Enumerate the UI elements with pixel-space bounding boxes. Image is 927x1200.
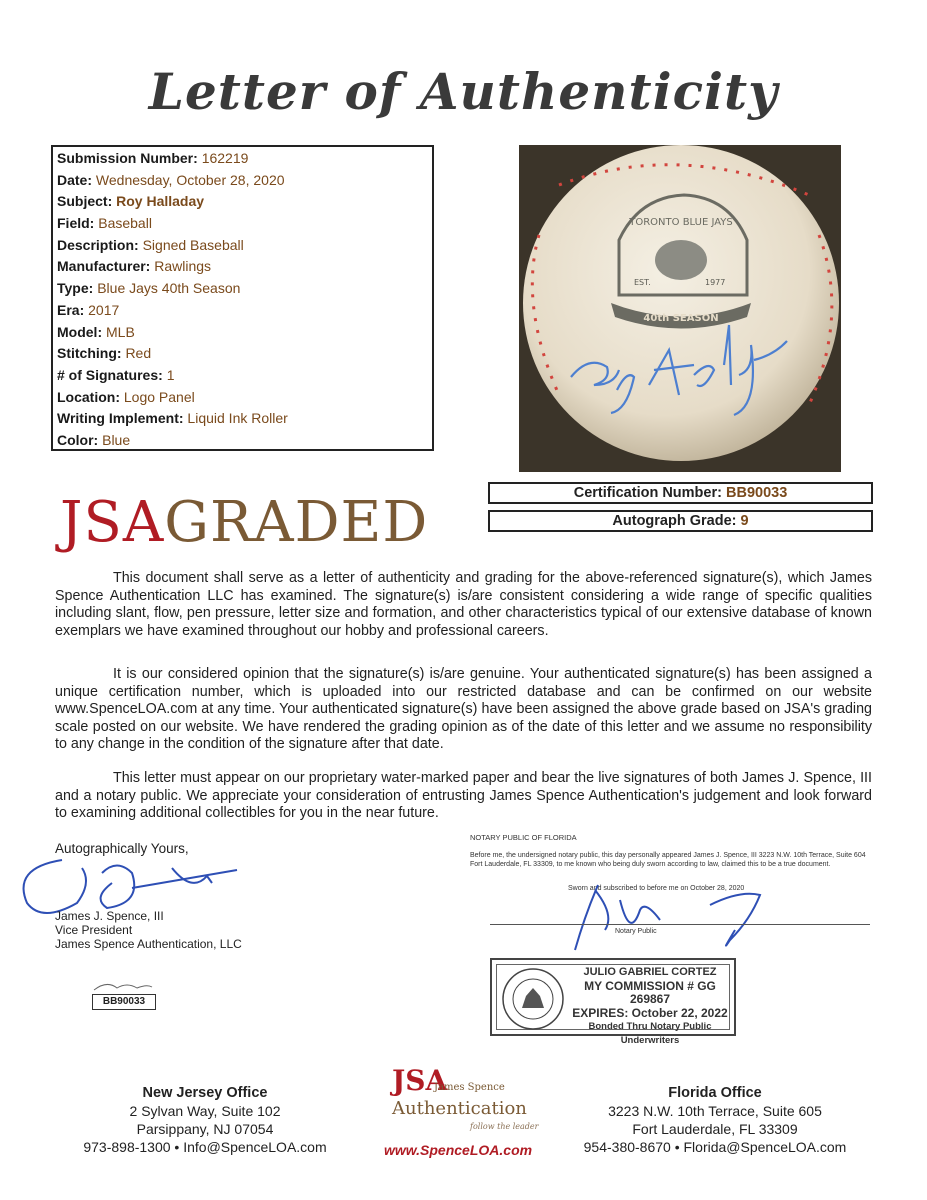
closing-text: Autographically Yours, — [55, 841, 189, 856]
notary-signature — [560, 870, 800, 960]
nj-office-line1: 2 Sylvan Way, Suite 102 — [129, 1103, 281, 1119]
signer-name: James J. Spence, III — [55, 909, 164, 923]
baseball-photo — [519, 145, 841, 472]
certification-number-label: Certification Number: — [573, 485, 722, 501]
detail-row — [57, 300, 428, 322]
paragraph-2: It is our considered opinion that the signature(s) is/are genuine. Your authenticated signature(s) has been assigned a unique certification number, which is uploaded into our restricted database and can be confirmed on our website www.SpenceLOA.com at any time. Your authenticated signature(s) have been assigned the above grade based on JSA's grading scale posted on our website. We have rendered the grading opinion as of the date of this letter and we assume no responsibility to any change in the condition of the signature after that date. — [55, 666, 872, 753]
detail-value: 162219 — [201, 150, 249, 166]
notary-heading: NOTARY PUBLIC OF FLORIDA — [470, 833, 577, 842]
details-box — [51, 145, 434, 451]
paragraph-3: This letter must appear on our proprietary water-marked paper and bear the live signatures of both James J. Spence, III and a notary public. We appreciate your consideration of entrusting James Spence Authentication's judgement and look forward to examining additional collectibles for you in the near future. — [55, 770, 872, 822]
detail-label: Writing Implement: — [57, 410, 184, 427]
notary-signature-line — [490, 924, 870, 925]
detail-value: Blue — [102, 431, 131, 448]
detail-value: 2017 — [88, 301, 120, 318]
detail-label: Model: — [57, 323, 103, 340]
paragraph-1: This document shall serve as a letter of authenticity and grading for the above-referenced signature(s), which James Spence Authentication LLC has examined. The signature(s) is/are consistent considering a wide range of specific qualities including slant, flow, pen pressure, letter size and formation, and other characteristics typical of our extensive database of known exemplars we have examined throughout our hobby and professional careers. — [55, 570, 872, 639]
detail-row — [57, 191, 428, 213]
svg-text:40th SEASON: 40th SEASON — [643, 313, 719, 324]
detail-row — [57, 387, 428, 409]
ball-surface — [523, 145, 839, 461]
nj-office — [60, 1084, 350, 1156]
footer-james-spence: James Spence — [434, 1082, 505, 1093]
detail-label: Location: — [57, 388, 120, 405]
notary-stamp — [490, 958, 736, 1046]
mini-certification-label: BB90033 — [92, 994, 156, 1010]
certification-number-box — [488, 482, 873, 504]
detail-value: Liquid Ink Roller — [187, 410, 288, 427]
detail-value: Signed Baseball — [142, 236, 244, 253]
detail-row — [57, 256, 428, 278]
detail-row — [57, 365, 428, 387]
page-title: Letter of Authenticity — [148, 62, 779, 121]
detail-value: Logo Panel — [123, 388, 195, 405]
nj-office-heading: New Jersey Office — [142, 1085, 268, 1101]
autograph-grade-value: 9 — [740, 513, 749, 529]
svg-text:TORONTO BLUE JAYS: TORONTO BLUE JAYS — [629, 217, 733, 228]
signer-title: Vice President — [55, 923, 133, 937]
notary-line-label: Notary Public — [615, 928, 657, 935]
svg-text:1977: 1977 — [705, 278, 726, 287]
detail-label: Description: — [57, 236, 139, 253]
baseball-image — [519, 145, 841, 472]
certification-number-value: BB90033 — [726, 485, 788, 501]
notary-body: Before me, the undersigned notary public, this day personally appeared James J. Spence, III 3223 N.W. 10th Terrace, Suite 604 Fort Lauderdale, FL 33309, to me known who being duly sworn according to law, claimed this to be a true document. — [470, 852, 866, 868]
jsa-logo-text: JSA — [60, 490, 165, 555]
notary-stamp-expires: EXPIRES: October 22, 2022 — [572, 1005, 728, 1020]
detail-label: Date: — [57, 171, 93, 188]
footer-jsa-logo — [376, 1064, 551, 1160]
detail-value: Rawlings — [154, 258, 212, 275]
fl-office-contact: 954-380-8670 • Florida@SpenceLOA.com — [583, 1139, 847, 1155]
detail-label: Manufacturer: — [57, 258, 151, 275]
fl-office-line1: 3223 N.W. 10th Terrace, Suite 605 — [608, 1103, 822, 1119]
detail-value: Roy Halladay — [116, 193, 205, 210]
fl-office-heading: Florida Office — [668, 1085, 762, 1101]
jsa-graded-logo — [60, 490, 428, 555]
detail-label: Era: — [57, 301, 85, 318]
detail-label: Subject: — [57, 193, 113, 210]
footer-website: www.SpenceLOA.com — [384, 1142, 533, 1158]
detail-label: # of Signatures: — [57, 366, 163, 383]
detail-row — [57, 430, 428, 452]
nj-office-contact: 973-898-1300 • Info@SpenceLOA.com — [83, 1139, 327, 1155]
notary-stamp-bonded: Bonded Thru Notary Public Underwriters — [588, 1021, 712, 1046]
detail-label: Field: — [57, 215, 95, 232]
detail-label: Stitching: — [57, 345, 122, 362]
footer-tagline: follow the leader — [470, 1122, 539, 1131]
detail-value: Red — [125, 345, 152, 362]
notary-sworn-text: Sworn and subscribed to before me on October 28, 2020 — [568, 885, 745, 892]
notary-stamp-name: JULIO GABRIEL CORTEZ — [583, 966, 717, 978]
detail-row — [57, 278, 428, 300]
fl-office — [560, 1084, 870, 1156]
detail-row — [57, 408, 428, 430]
autograph-grade-label: Autograph Grade: — [612, 513, 737, 529]
detail-value: Blue Jays 40th Season — [97, 280, 241, 297]
fl-office-line2: Fort Lauderdale, FL 33309 — [632, 1121, 798, 1137]
notary-seal — [500, 966, 566, 1032]
detail-value: MLB — [106, 323, 135, 340]
detail-row — [57, 170, 428, 192]
nj-office-line2: Parsippany, NJ 07054 — [136, 1121, 274, 1137]
detail-row — [57, 343, 428, 365]
signer-company: James Spence Authentication, LLC — [55, 937, 242, 951]
detail-row — [57, 148, 428, 170]
footer-jsa-text: JSA — [392, 1064, 448, 1097]
detail-row — [57, 213, 428, 235]
detail-row — [57, 235, 428, 257]
autograph-grade-box — [488, 510, 873, 532]
detail-row — [57, 322, 428, 344]
detail-value: 1 — [166, 366, 175, 383]
hologram-signature — [92, 978, 154, 994]
detail-label: Type: — [57, 280, 94, 297]
detail-value: Wednesday, October 28, 2020 — [95, 171, 285, 188]
svg-text:EST.: EST. — [634, 278, 651, 287]
detail-value: Baseball — [98, 215, 152, 232]
detail-label: Submission Number: — [57, 150, 198, 166]
graded-logo-text: GRADED — [164, 490, 429, 555]
detail-label: Color: — [57, 431, 99, 448]
notary-stamp-commission: MY COMMISSION # GG 269867 — [584, 978, 716, 1006]
footer-authentication: Authentication — [392, 1098, 527, 1119]
